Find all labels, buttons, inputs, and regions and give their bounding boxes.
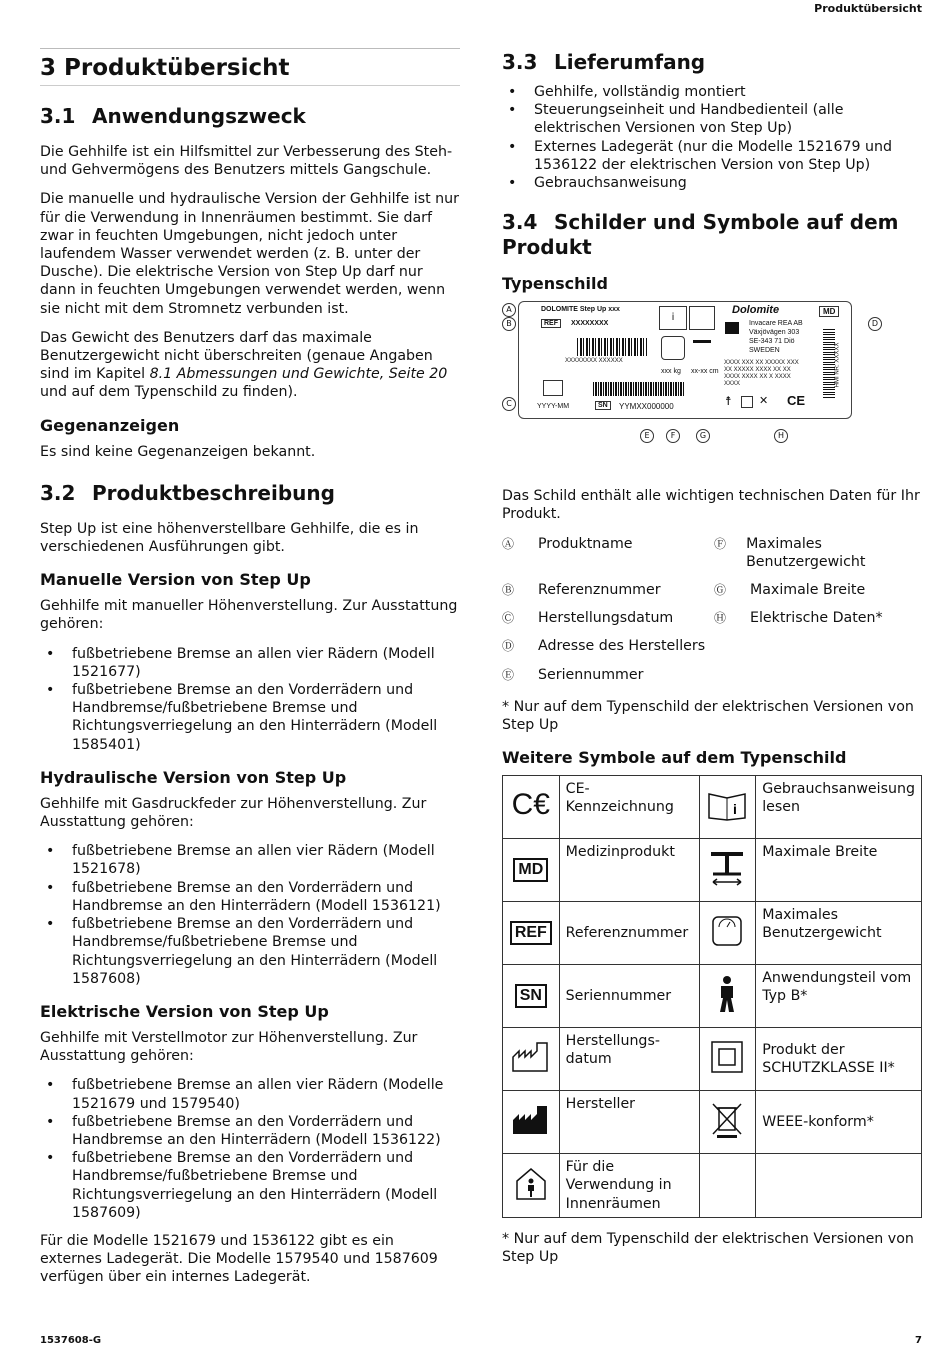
list-item: • Externes Ladegerät (nur die Modelle 1521679 und 1536122 der elektrischen Version von Step Up) (534, 138, 922, 174)
plate-indoor-icon (689, 306, 715, 330)
plate-cm: xx-xx cm (691, 368, 719, 376)
table-cell: Maximale Breite (756, 839, 922, 902)
md-icon: MD (503, 839, 560, 902)
table-cell: Anwendungsteil vom Typ B* (756, 965, 922, 1028)
page-number: 7 (915, 1335, 922, 1346)
manufacturer-icon (503, 1091, 560, 1154)
callout-d: D (868, 317, 882, 331)
electric-feature-list (40, 1076, 460, 1222)
footnote: * Nur auf dem Typenschild der elektrischen Versionen von Step Up (502, 1230, 914, 1266)
document-number: 1537608-G (40, 1335, 102, 1346)
electric-version-heading: Elektrische Version von Step Up (40, 1001, 329, 1021)
type-plate-outline (518, 301, 852, 419)
table-row (503, 776, 922, 839)
paragraph: Die Gehhilfe ist ein Hilfsmittel zur Verbesserung des Steh- und Gehvermögens des Benutzers mittels Gangschule. (40, 144, 453, 179)
ifu-icon (699, 776, 756, 839)
callout-c: C (502, 397, 516, 411)
plate-ifu-icon: i (659, 306, 687, 330)
legend-item: Ⓗ Elektrische Daten* (714, 610, 883, 627)
scale-icon (699, 902, 756, 965)
paragraph: Gehhilfe mit manueller Höhenverstellung. Zur Ausstattung gehören: (40, 598, 458, 633)
callout-g: G (696, 429, 710, 443)
legend-item: Ⓓ Adresse des Herstellers (502, 638, 706, 655)
table-cell: Produkt der SCHUTZKLASSE II* (756, 1028, 922, 1091)
empty-cell (699, 1154, 756, 1218)
plate-product-name: DOLOMITE Step Up xxx (541, 306, 620, 314)
right-column (502, 48, 922, 1277)
table-cell: Maximales Benutzergewicht (756, 902, 922, 965)
section-3-1-heading: 3.1 Anwendungszweck (40, 104, 306, 128)
plate-date: YYYY-MM (537, 403, 570, 411)
paragraph: Step Up ist eine höhenverstellbare Gehhilfe, die es in verschiedenen Ausführungen gibt. (40, 520, 419, 556)
hydraulic-feature-list (40, 842, 460, 988)
manual-feature-list (40, 645, 460, 754)
plate-md: MD (819, 306, 839, 317)
list-item: • Gebrauchsanweisung (534, 174, 922, 192)
plate-hmi-nr: HMI NR: XXXXX (834, 342, 841, 388)
legend-item: Ⓖ Maximale Breite (714, 582, 866, 599)
left-column (40, 48, 460, 1298)
plate-barcode-2 (593, 382, 685, 396)
plate-barcode-1 (577, 338, 647, 356)
plate-class2-icon (741, 396, 753, 408)
list-item: • fußbetriebene Bremse an den Vorderrädern und Handbremse an den Hinterrädern (Modell 1536121) (72, 879, 460, 915)
type-plate-heading: Typenschild (502, 274, 608, 294)
table-row (503, 1154, 922, 1218)
empty-cell (756, 1154, 922, 1218)
callout-h: H (774, 429, 788, 443)
plate-hmi-barcode (823, 328, 835, 398)
list-item: • fußbetriebene Bremse an allen vier Rädern (Modell 1521678) (72, 842, 460, 878)
paragraph: Das Gewicht des Benutzers darf das maximale Benutzergewicht nicht überschreiten (genaue Angaben sind im Kapitel 8.1 Abmessungen und Gewichte, Seite 20 und auf dem Typenschild zu finden). (40, 329, 448, 401)
plate-scale-icon (661, 336, 685, 360)
table-cell: Herstellungs-datum (559, 1028, 699, 1091)
plate-person-icon: ☨ (725, 394, 732, 409)
callout-b: B (502, 317, 516, 331)
svg-text:i: i (733, 800, 738, 817)
width-icon (699, 839, 756, 902)
list-item: • fußbetriebene Bremse an den Vorderrädern und Handbremse/fußbetriebene Bremse und Richtungsverriegelung an den Hinterrädern (Modell 1585401) (72, 681, 460, 754)
list-item: • fußbetriebene Bremse an den Vorderrädern und Handbremse an den Hinterrädern (Modell 1536122) (72, 1113, 460, 1149)
paragraph: Die manuelle und hydraulische Version der Gehhilfe ist nur für die Verwendung in Innenräumen bestimmt. Sie darf zwar in feuchten Umgebungen, nicht jedoch unter laufendem Wasser verwendet werden (z. B. unter der Dusche). Die elektrische Version von Step Up darf nur dann in feuchten Umgebungen verwendet werden, wenn sie nicht mit dem Stromnetz verbunden ist. (40, 191, 459, 317)
weee-icon (699, 1091, 756, 1154)
hydraulic-version-heading: Hydraulische Version von Step Up (40, 767, 347, 787)
plate-logo: Dolomite (732, 304, 780, 317)
symbols-table (502, 775, 922, 1218)
manual-version-heading: Manuelle Version von Step Up (40, 570, 311, 590)
legend-item: Ⓑ Referenznummer (502, 582, 661, 599)
table-row (503, 1091, 922, 1154)
class2-icon (699, 1028, 756, 1091)
table-cell: Seriennummer (559, 965, 699, 1028)
list-item: • fußbetriebene Bremse an allen vier Rädern (Modell 1521677) (72, 645, 460, 681)
chapter-title: 3 Produktübersicht (40, 48, 460, 86)
plate-manufacturer-icon (725, 322, 739, 334)
plate-sn-value: YYMXX000000 (619, 402, 674, 412)
footnote: * Nur auf dem Typenschild der elektrischen Versionen von Step Up (502, 698, 914, 734)
plate-ref-label: REF (541, 319, 561, 328)
paragraph: Gehhilfe mit Gasdruckfeder zur Höhenverstellung. Zur Ausstattung gehören: (40, 795, 427, 831)
delivery-scope-list (502, 83, 922, 192)
list-item: • Gehhilfe, vollständig montiert (534, 83, 922, 101)
table-row (503, 839, 922, 902)
plate-weee-icon: ✕ (759, 394, 769, 408)
indoor-icon (503, 1154, 560, 1218)
table-cell: Referenznummer (559, 902, 699, 965)
plate-legend (502, 535, 922, 684)
paragraph: Für die Modelle 1521679 und 1536122 gibt es ein externes Ladegerät. Die Modelle 1579540 und 1587609 verfügen über ein internes Ladegerät. (40, 1232, 438, 1286)
callout-f: F (666, 429, 680, 443)
callout-e: E (640, 429, 654, 443)
legend-item (714, 666, 924, 684)
section-3-3-heading: 3.3 Lieferumfang (502, 50, 706, 74)
table-row (503, 1028, 922, 1091)
legend-item: Ⓐ Produktname (502, 535, 633, 552)
paragraph: Gehhilfe mit Verstellmotor zur Höhenverstellung. Zur Ausstattung gehören: (40, 1029, 418, 1065)
list-item: • Steuerungseinheit und Handbedienteil (alle elektrischen Versionen von Step Up) (534, 101, 922, 137)
ce-icon: C€ (503, 776, 560, 839)
plate-width-icon (693, 340, 711, 361)
plate-mfg-date-icon (543, 380, 563, 396)
legend-item: Ⓔ Seriennummer (502, 666, 644, 683)
table-cell: WEEE-konform* (756, 1091, 922, 1154)
plate-electrical-data: XXXX XXX XX XXXXX XXX XX XXXXX XXXX XX XX XXXX XXXX XX X XXXX XXXX (724, 360, 799, 388)
callout-a: A (502, 303, 516, 317)
table-cell: Gebrauchsanweisung lesen (756, 776, 922, 839)
list-item: • fußbetriebene Bremse an den Vorderrädern und Handbremse/fußbetriebene Bremse und Richtungsverriegelung an den Hinterrädern (Modell 1587608) (72, 915, 460, 988)
table-cell: Für die Verwendung in Innenräumen (559, 1154, 699, 1218)
plate-barcode-1-text: XXXXXXXX XXXXXX (565, 358, 623, 365)
section-3-2-heading: 3.2 Produktbeschreibung (40, 480, 335, 505)
ref-icon: REF (503, 902, 560, 965)
cross-reference-link[interactable]: 8.1 Abmessungen und Gewichte, Seite 20 (149, 366, 448, 383)
plate-address: Invacare REA AB Växjövägen 303 SE-343 71 Diö SWEDEN (749, 320, 803, 355)
mfg-date-icon (503, 1028, 560, 1091)
paragraph: Das Schild enthält alle wichtigen technischen Daten für Ihr Produkt. (502, 488, 920, 523)
table-cell: Medizinprodukt (559, 839, 699, 902)
section-3-4-heading: 3.4 Schilder und Symbole auf dem Produkt (502, 210, 899, 260)
list-item: • fußbetriebene Bremse an den Vorderrädern und Handbremse/fußbetriebene Bremse und Richtungsverriegelung an den Hinterrädern (Modell 1587609) (72, 1149, 460, 1222)
plate-sn-label: SN (595, 401, 611, 410)
legend-item (714, 637, 924, 655)
contraindications-heading: Gegenanzeigen (40, 415, 180, 435)
plate-kg: xxx kg (661, 368, 681, 376)
type-plate-figure (502, 301, 922, 469)
table-row (503, 902, 922, 965)
legend-item: Ⓕ Maximales Benutzergewicht (714, 535, 866, 570)
legend-item: Ⓒ Herstellungsdatum (502, 610, 674, 627)
plate-ref-value: XXXXXXXX (571, 320, 609, 328)
further-symbols-heading: Weitere Symbole auf dem Typenschild (502, 748, 847, 768)
plate-ce-mark: CE (787, 393, 806, 409)
list-item: • fußbetriebene Bremse an allen vier Rädern (Modelle 1521679 und 1579540) (72, 1076, 460, 1112)
running-header: Produktübersicht (814, 2, 922, 15)
table-row (503, 965, 922, 1028)
sn-icon: SN (503, 965, 560, 1028)
table-cell: Hersteller (559, 1091, 699, 1154)
table-cell: CE-Kennzeichnung (559, 776, 699, 839)
person-icon (699, 965, 756, 1028)
paragraph: Es sind keine Gegenanzeigen bekannt. (40, 443, 316, 460)
